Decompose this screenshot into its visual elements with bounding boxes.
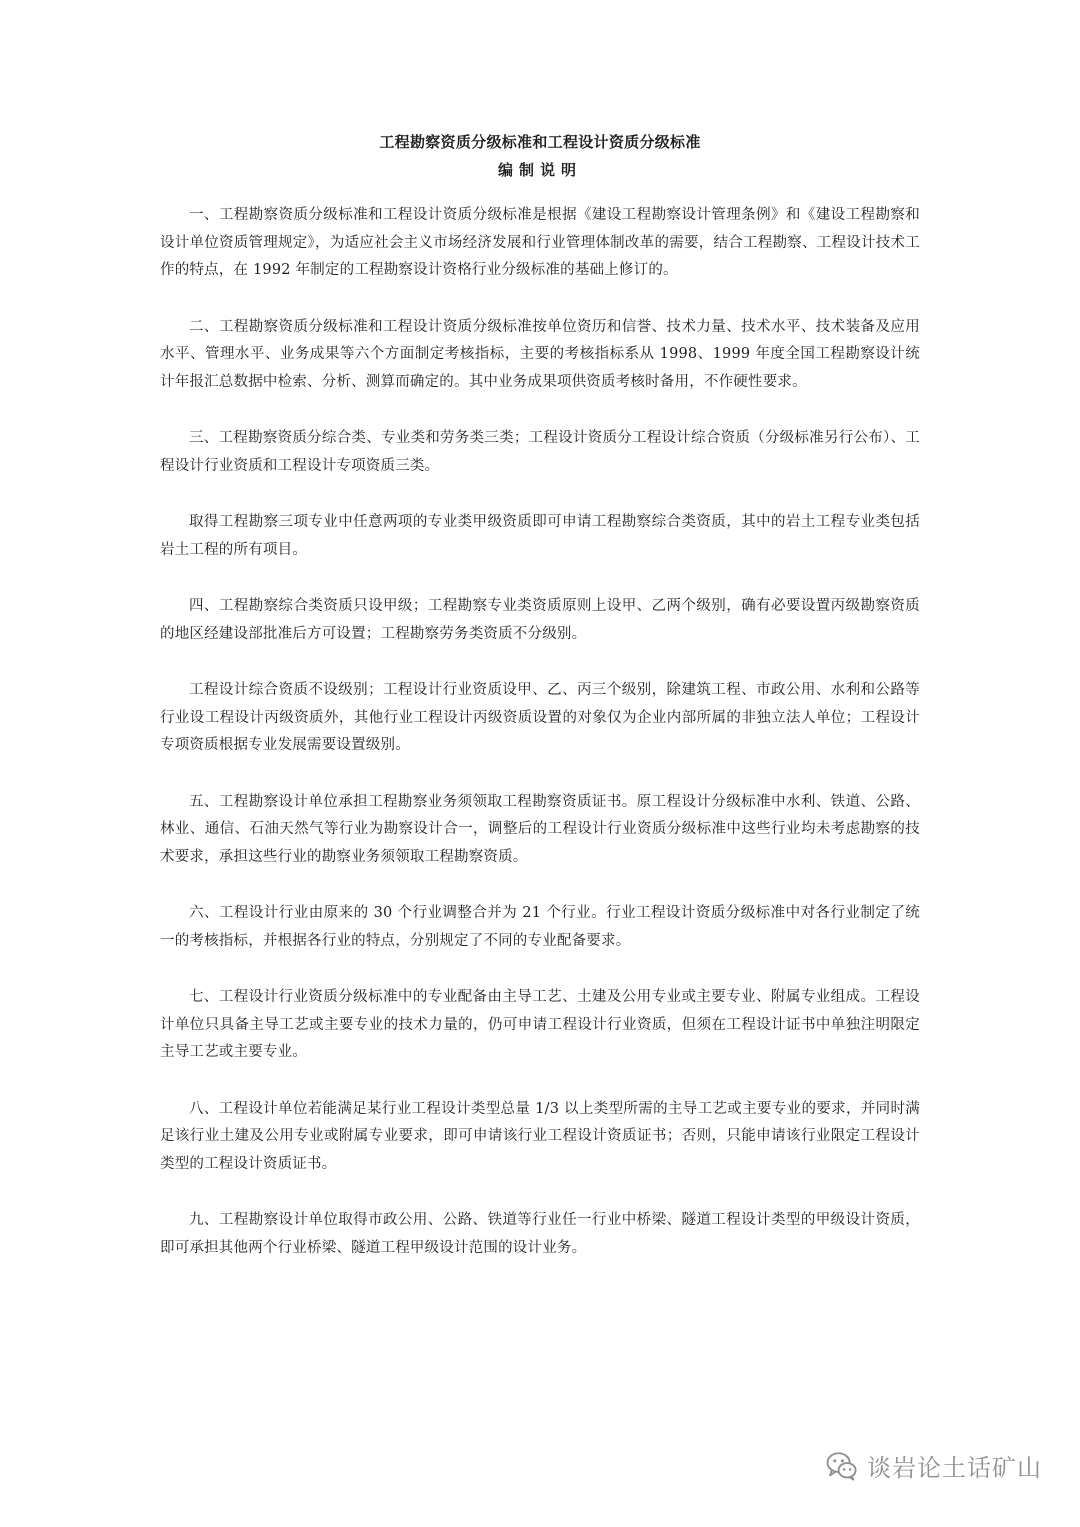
watermark-text: 谈岩论土话矿山 <box>867 1454 1042 1482</box>
paragraph-4: 取得工程勘察三项专业中任意两项的专业类甲级资质即可申请工程勘察综合类资质，其中的岩土工程专业类包括岩土工程的所有项目。 <box>160 514 920 558</box>
paragraph-5: 四、工程勘察综合类资质只设甲级；工程勘察专业类资质原则上设甲、乙两个级别，确有必要设置丙级勘察资质的地区经建设部批准后方可设置；工程勘察劳务类资质不分级别。 <box>160 598 920 642</box>
document-page <box>160 128 920 1291</box>
paragraph-9: 七、工程设计行业资质分级标准中的专业配备由主导工艺、土建及公用专业或主要专业、附属专业组成。工程设计单位只具备主导工艺或主要专业的技术力量的，仍可申请工程设计行业资质，但须在工程设计证书中单独注明限定主导工艺或主要专业。 <box>160 989 920 1060</box>
paragraph-6: 工程设计综合资质不设级别；工程设计行业资质设甲、乙、丙三个级别，除建筑工程、市政公用、水利和公路等行业设工程设计丙级资质外，其他行业工程设计丙级资质设置的对象仅为企业内部所属的非独立法人单位；工程设计专项资质根据专业发展需要设置级别。 <box>160 682 920 753</box>
document-title: 工程勘察资质分级标准和工程设计资质分级标准 <box>379 133 701 151</box>
wechat-icon <box>825 1449 859 1483</box>
paragraph-3: 三、工程勘察资质分综合类、专业类和劳务类三类；工程设计资质分工程设计综合资质（分级标准另行公布）、工程设计行业资质和工程设计专项资质三类。 <box>160 430 920 474</box>
paragraph-1: 一、工程勘察资质分级标准和工程设计资质分级标准是根据《建设工程勘察设计管理条例》和《建设工程勘察和设计单位资质管理规定》，为适应社会主义市场经济发展和行业管理体制改革的需要，结合工程勘察、工程设计技术工作的特点，在 1992 年制定的工程勘察设计资格行业分级标准的基础上修订的。 <box>160 207 920 278</box>
paragraph-2: 二、工程勘察资质分级标准和工程设计资质分级标准按单位资历和信誉、技术力量、技术水平、技术装备及应用水平、管理水平、业务成果等六个方面制定考核指标，主要的考核指标系从 1998、1999 年度全国工程勘察设计统计年报汇总数据中检索、分析、测算而确定的。其中业务成果项供资质考核时备用，不作硬性要求。 <box>160 318 920 390</box>
watermark <box>825 1448 1042 1483</box>
paragraph-8: 六、工程设计行业由原来的 30 个行业调整合并为 21 个行业。行业工程设计资质分级标准中对各行业制定了统一的考核指标，并根据各行业的特点，分别规定了不同的专业配备要求。 <box>160 905 920 949</box>
paragraph-10: 八、工程设计单位若能满足某行业工程设计类型总量 1/3 以上类型所需的主导工艺或主要专业的要求，并同时满足该行业土建及公用专业或附属专业要求，即可申请该行业工程设计资质证书；否则，只能申请该行业限定工程设计类型的工程设计资质证书。 <box>160 1100 920 1172</box>
document-subtitle: 编制说明 <box>497 161 582 179</box>
paragraph-11: 九、工程勘察设计单位取得市政公用、公路、铁道等行业任一行业中桥梁、隧道工程设计类型的甲级设计资质，即可承担其他两个行业桥梁、隧道工程甲级设计范围的设计业务。 <box>160 1212 920 1256</box>
paragraph-7: 五、工程勘察设计单位承担工程勘察业务须领取工程勘察资质证书。原工程设计分级标准中水利、铁道、公路、林业、通信、石油天然气等行业为勘察设计合一，调整后的工程设计行业资质分级标准中这些行业均未考虑勘察的技术要求，承担这些行业的勘察业务须领取工程勘察资质。 <box>160 793 920 865</box>
